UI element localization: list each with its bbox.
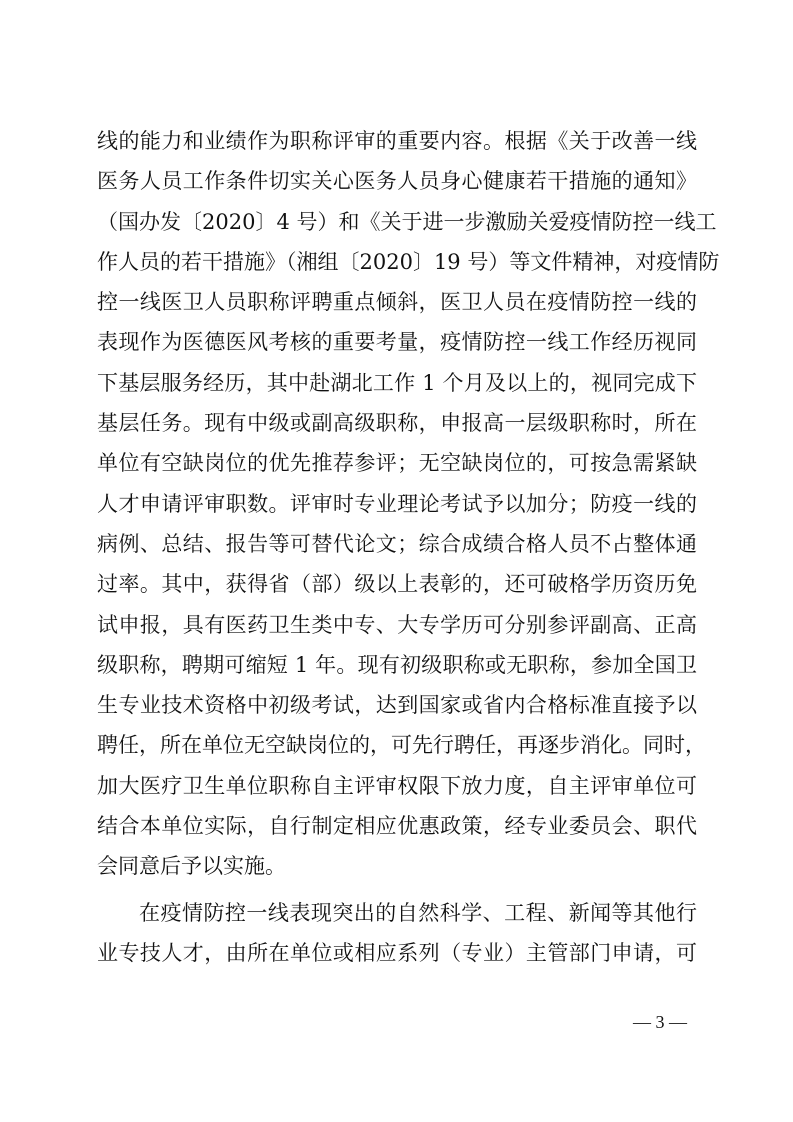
body-text — [97, 121, 720, 973]
text-line: 基层任务。现有中级或副高级职称，申报高一层级职称时，所在 — [97, 411, 697, 436]
text-line: 线的能力和业绩作为职称评审的重要内容。根据《关于改善一线 — [97, 129, 697, 153]
paragraph-1 — [97, 121, 720, 887]
text-line: 加大医疗卫生单位职称自主评审权限下放力度，自主评审单位可 — [97, 773, 697, 798]
text-line: 医务人员工作条件切实关心医务人员身心健康若干措施的通知》 — [97, 169, 697, 194]
text-line: 业专技人才，由所在单位或相应系列（专业）主管部门申请，可 — [97, 940, 697, 965]
text-line: 结合本单位实际，自行制定相应优惠政策，经专业委员会、职代 — [97, 814, 697, 839]
text-line: 下基层服务经历，其中赴湖北工作 1 个月及以上的，视同完成下 — [97, 370, 697, 395]
paragraph-2 — [97, 893, 697, 974]
text-line: 单位有空缺岗位的优先推荐参评；无空缺岗位的，可按急需紧缺 — [97, 451, 697, 476]
text-line: （国办发〔2020〕4 号）和《关于进一步激励关爱疫情防控一线工 — [97, 209, 717, 234]
text-line: 在疫情防控一线表现突出的自然科学、工程、新闻等其他行 — [139, 900, 697, 925]
text-line: 会同意后予以实施。 — [97, 854, 286, 879]
text-line: 作人员的若干措施》（湘组〔2020〕19 号）等文件精神，对疫情防 — [97, 249, 720, 274]
page-number: — 3 — — [633, 1012, 687, 1032]
text-line: 聘任，所在单位无空缺岗位的，可先行聘任，再逐步消化。同时， — [97, 733, 706, 758]
text-line: 表现作为医德医风考核的重要考量，疫情防控一线工作经历视同 — [97, 330, 697, 355]
text-line: 过率。其中，获得省（部）级以上表彰的，还可破格学历资历免 — [97, 572, 697, 597]
text-line: 人才申请评审职数。评审时专业理论考试予以加分；防疫一线的 — [97, 491, 697, 516]
text-line: 生专业技术资格中初级考试，达到国家或省内合格标准直接予以 — [97, 693, 697, 718]
text-line: 控一线医卫人员职称评聘重点倾斜，医卫人员在疫情防控一线的 — [97, 290, 697, 315]
text-line: 试申报，具有医药卫生类中专、大专学历可分别参评副高、正高 — [97, 612, 697, 637]
text-line: 病例、总结、报告等可替代论文；综合成绩合格人员不占整体通 — [97, 531, 697, 556]
text-line: 级职称，聘期可缩短 1 年。现有初级职称或无职称，参加全国卫 — [97, 652, 697, 677]
